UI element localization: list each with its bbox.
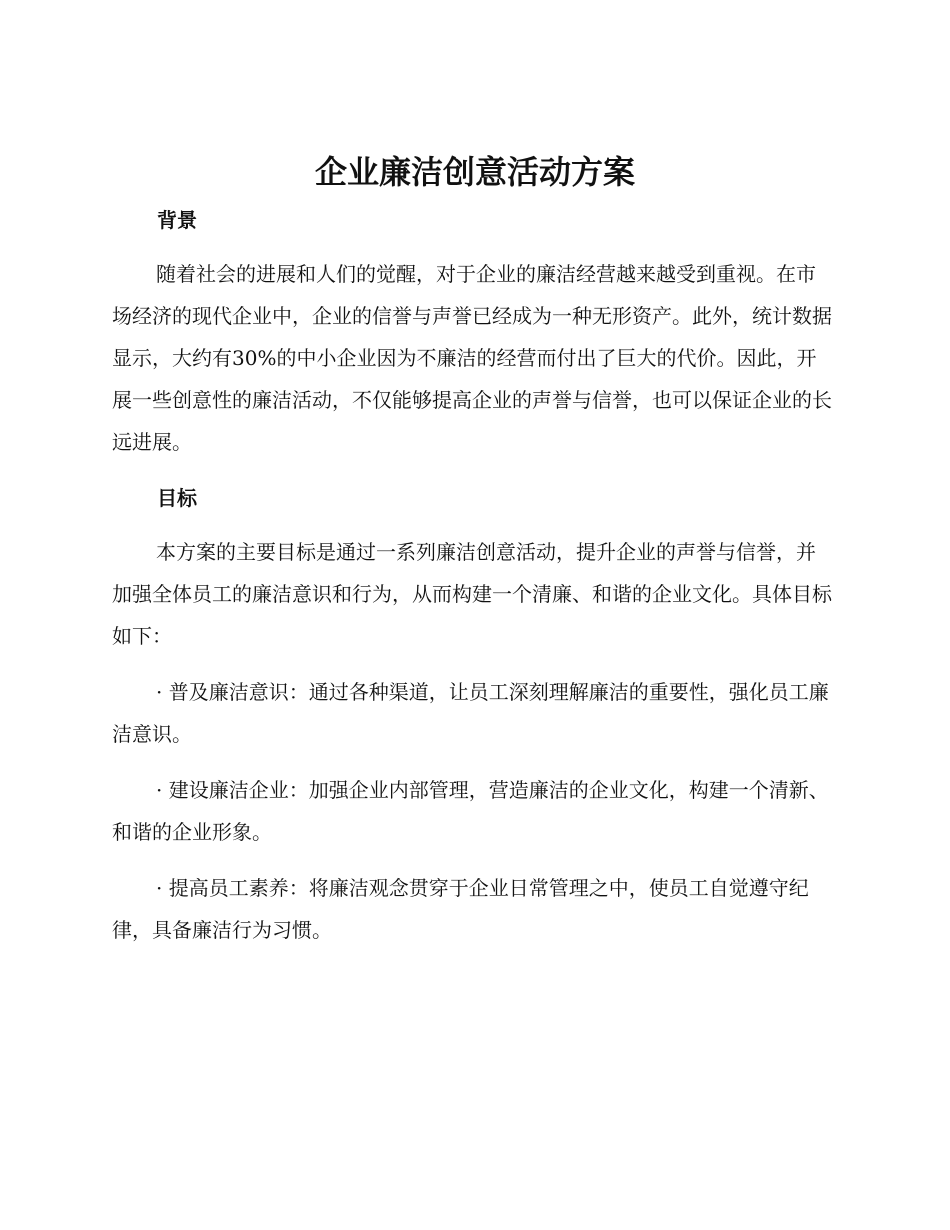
section-heading-background: 背景 (157, 208, 197, 232)
list-item-goal-enterprise: · 建设廉洁企业：加强企业内部管理，营造廉洁的企业文化，构建一个清新、和谐的企业形象。 (112, 778, 829, 844)
list-item-goal-awareness: · 普及廉洁意识：通过各种渠道，让员工深刻理解廉洁的重要性，强化员工廉洁意识。 (112, 680, 829, 746)
list-item-goal-quality: · 提高员工素养：将廉洁观念贯穿于企业日常管理之中，使员工自觉遵守纪律，具备廉洁行为习惯。 (112, 876, 809, 942)
document-title: 企业廉洁创意活动方案 (314, 153, 635, 191)
paragraph-goals-intro: 本方案的主要目标是通过一系列廉洁创意活动，提升企业的声誉与信誉，并加强全体员工的廉洁意识和行为，从而构建一个清廉、和谐的企业文化。具体目标如下： (112, 540, 832, 648)
paragraph-background: 随着社会的进展和人们的觉醒，对于企业的廉洁经营越来越受到重视。在市场经济的现代企业中，企业的信誉与声誉已经成为一种无形资产。此外，统计数据显示，大约有30%的中小企业因为不廉洁的经营而付出了巨大的代价。因此，开展一些创意性的廉洁活动，不仅能够提高企业的声誉与信誉，也可以保证企业的长远进展。 (112, 262, 832, 454)
section-heading-goals: 目标 (157, 486, 197, 510)
